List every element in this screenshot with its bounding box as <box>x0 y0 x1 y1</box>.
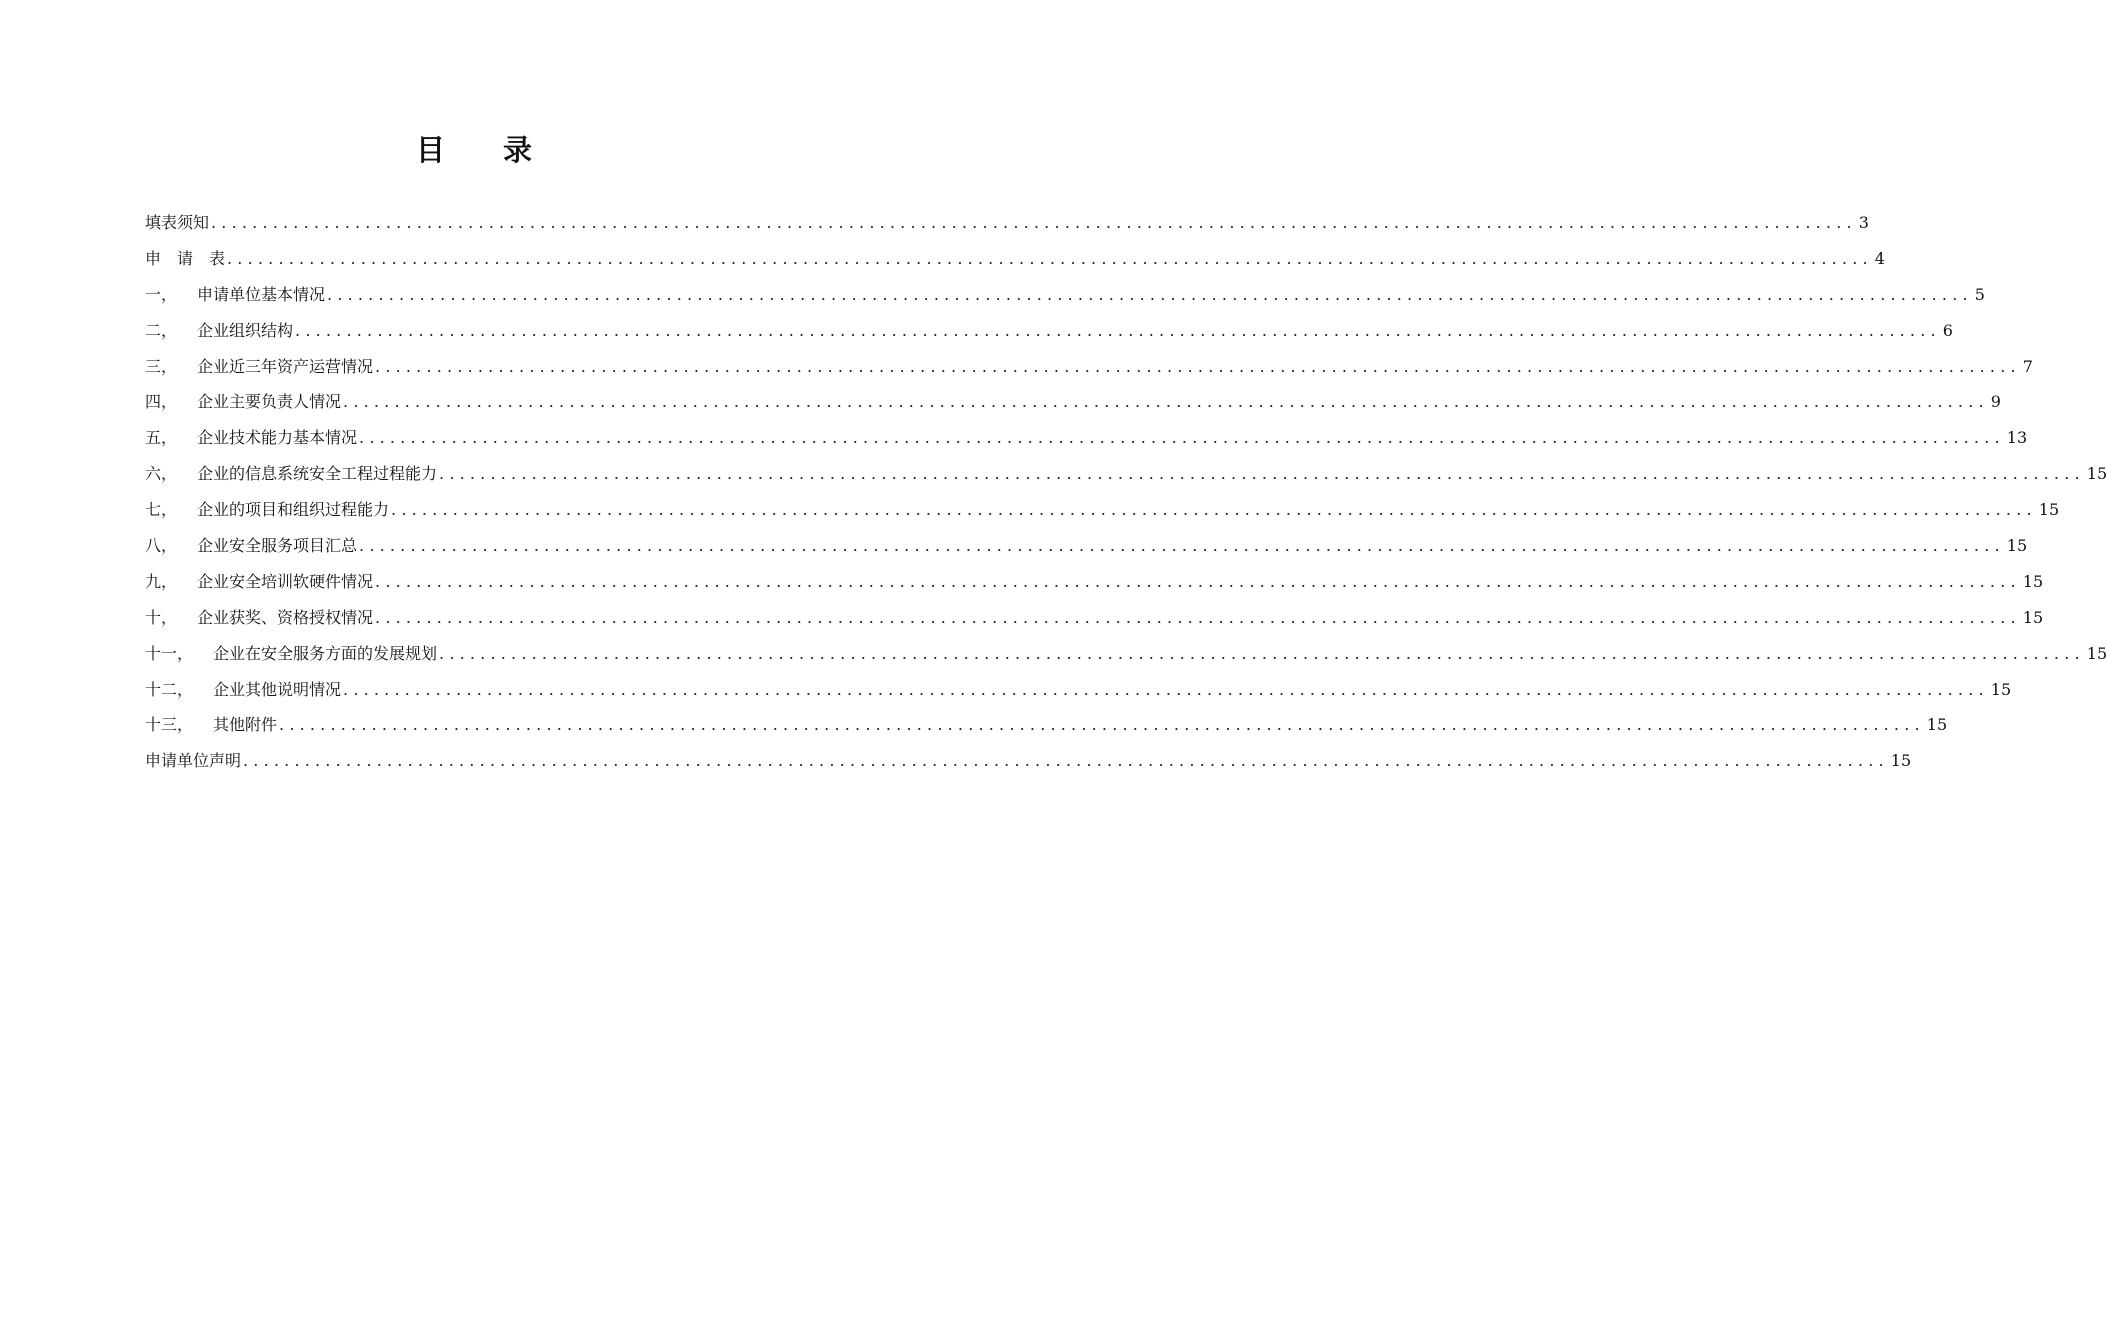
toc-entry[interactable] <box>145 607 2044 644</box>
toc-entry-title: 企业在安全服务方面的发展规划 <box>213 643 438 663</box>
toc-entry-number: 十二， <box>145 679 194 699</box>
toc-entry[interactable] <box>145 715 1948 751</box>
toc-entry-title: 申请单位声明 <box>145 751 242 771</box>
toc-dot-leader: ................................................................................................................................................................ <box>279 715 1925 735</box>
toc-entry[interactable] <box>145 320 1953 357</box>
toc-entry[interactable] <box>145 536 2028 572</box>
toc-entry-title: 申 请 表 <box>145 248 226 268</box>
toc-entry-label <box>145 751 241 771</box>
toc-entry-label <box>145 392 341 412</box>
toc-dot-leader: ................................................................................................................................................................ <box>359 428 2005 448</box>
toc-entry-number: 九， <box>145 571 178 591</box>
toc-entry-label <box>145 213 209 233</box>
toc-entry[interactable] <box>145 643 2107 680</box>
toc-entry-label <box>145 285 325 305</box>
toc-entry-title: 企业主要负责人情况 <box>197 392 342 412</box>
toc-dot-leader: ................................................................................................................................................................ <box>375 607 2021 627</box>
toc-entry-title: 企业技术能力基本情况 <box>197 428 358 448</box>
toc-entry-number: 二， <box>145 320 178 340</box>
toc-entry[interactable] <box>145 356 2033 393</box>
toc-entry-number: 八， <box>145 536 178 556</box>
toc-entry-title: 企业获奖、资格授权情况 <box>197 607 374 627</box>
toc-entry-number: 六， <box>145 464 178 484</box>
toc-entry-label <box>145 680 341 700</box>
toc-dot-leader: ................................................................................................................................................................ <box>343 679 1989 699</box>
toc-page-number: 15 <box>1990 679 2012 699</box>
toc-page-number: 15 <box>2006 536 2028 556</box>
toc-entry-number: 十一， <box>145 643 194 663</box>
toc-dot-leader: ................................................................................................................................................................ <box>295 320 1941 340</box>
toc-page-number: 3 <box>1858 213 1869 232</box>
toc-entry[interactable] <box>145 679 2012 716</box>
toc-entry-label <box>145 644 437 664</box>
toc-dot-leader: ................................................................................................................................................................ <box>375 356 2021 376</box>
title-char-2: 录 <box>503 133 535 167</box>
toc-dot-leader: ................................................................................................................................................................ <box>439 643 2085 663</box>
toc-page-number: 15 <box>1926 715 1948 735</box>
toc-entry[interactable] <box>145 284 1985 321</box>
page-title <box>0 128 950 169</box>
toc-dot-leader: ................................................................................................................................................................ <box>327 284 1973 304</box>
title-char-1: 目 <box>415 133 447 167</box>
toc-dot-leader: ................................................................................................................................................................ <box>391 500 2037 520</box>
toc-entry-title: 企业安全服务项目汇总 <box>197 536 358 556</box>
toc-entry-title: 企业近三年资产运营情况 <box>197 356 374 376</box>
toc-entry[interactable] <box>145 571 2044 608</box>
toc-entry-title: 企业组织结构 <box>197 320 294 340</box>
toc-entry-label <box>145 500 389 520</box>
toc-dot-leader: ................................................................................................................................................................ <box>439 464 2085 484</box>
toc-page-number: 15 <box>2086 643 2107 663</box>
toc-entry[interactable] <box>145 213 1869 249</box>
toc-entry-number: 五， <box>145 428 178 448</box>
toc-dot-leader: ................................................................................................................................................................ <box>243 751 1889 771</box>
toc-entry[interactable] <box>145 464 2107 500</box>
toc-entry-label <box>145 321 293 341</box>
toc-entry-label <box>145 464 437 484</box>
toc-page-number: 15 <box>2038 500 2060 520</box>
toc-entry-title: 其他附件 <box>213 715 278 735</box>
toc-entry-number: 七， <box>145 500 178 520</box>
toc-page-number: 4 <box>1874 248 1885 268</box>
toc-entry-title: 企业的项目和组织过程能力 <box>197 500 390 520</box>
toc-page-number: 15 <box>2086 464 2107 484</box>
toc-page-number: 9 <box>1990 392 2001 412</box>
toc-entry[interactable] <box>145 500 2060 536</box>
toc-page-number: 15 <box>2022 607 2044 627</box>
toc-entry-label <box>145 428 357 448</box>
toc-entry[interactable] <box>145 428 2028 464</box>
toc-entry-label <box>145 357 373 377</box>
toc-entry[interactable] <box>145 392 2001 428</box>
toc-dot-leader: ................................................................................................................................................................ <box>227 248 1873 268</box>
toc-entry-label <box>145 249 225 269</box>
toc-entry-title: 填表须知 <box>145 213 210 232</box>
toc-page-number: 6 <box>1942 320 1953 340</box>
toc-entry-label <box>145 608 373 628</box>
toc-entry-title: 企业安全培训软硬件情况 <box>197 571 374 591</box>
toc-page-number: 7 <box>2022 356 2033 376</box>
toc-entry[interactable] <box>145 751 1912 787</box>
toc-dot-leader: ................................................................................................................................................................ <box>343 392 1989 412</box>
toc-entry-title: 企业其他说明情况 <box>213 679 342 699</box>
toc-entry-label <box>145 572 373 592</box>
toc-entry-label <box>145 715 277 735</box>
toc-page-number: 15 <box>2022 571 2044 591</box>
toc-entry-label <box>145 536 357 556</box>
toc-entry-title: 申请单位基本情况 <box>197 284 326 304</box>
toc-page-number: 13 <box>2006 428 2028 448</box>
toc-dot-leader: ................................................................................................................................................................ <box>211 213 1857 232</box>
table-of-contents <box>145 213 2107 787</box>
toc-entry-number: 三， <box>145 356 178 376</box>
toc-dot-leader: ................................................................................................................................................................ <box>359 536 2005 556</box>
toc-entry[interactable] <box>145 248 1885 285</box>
toc-entry-number: 四， <box>145 392 178 412</box>
toc-page-number: 5 <box>1974 284 1985 304</box>
toc-entry-number: 十三， <box>145 715 194 735</box>
toc-entry-number: 十， <box>145 607 178 627</box>
toc-entry-number: 一， <box>145 284 178 304</box>
toc-page-number: 15 <box>1890 751 1912 771</box>
toc-dot-leader: ................................................................................................................................................................ <box>375 571 2021 591</box>
toc-entry-title: 企业的信息系统安全工程过程能力 <box>197 464 438 484</box>
